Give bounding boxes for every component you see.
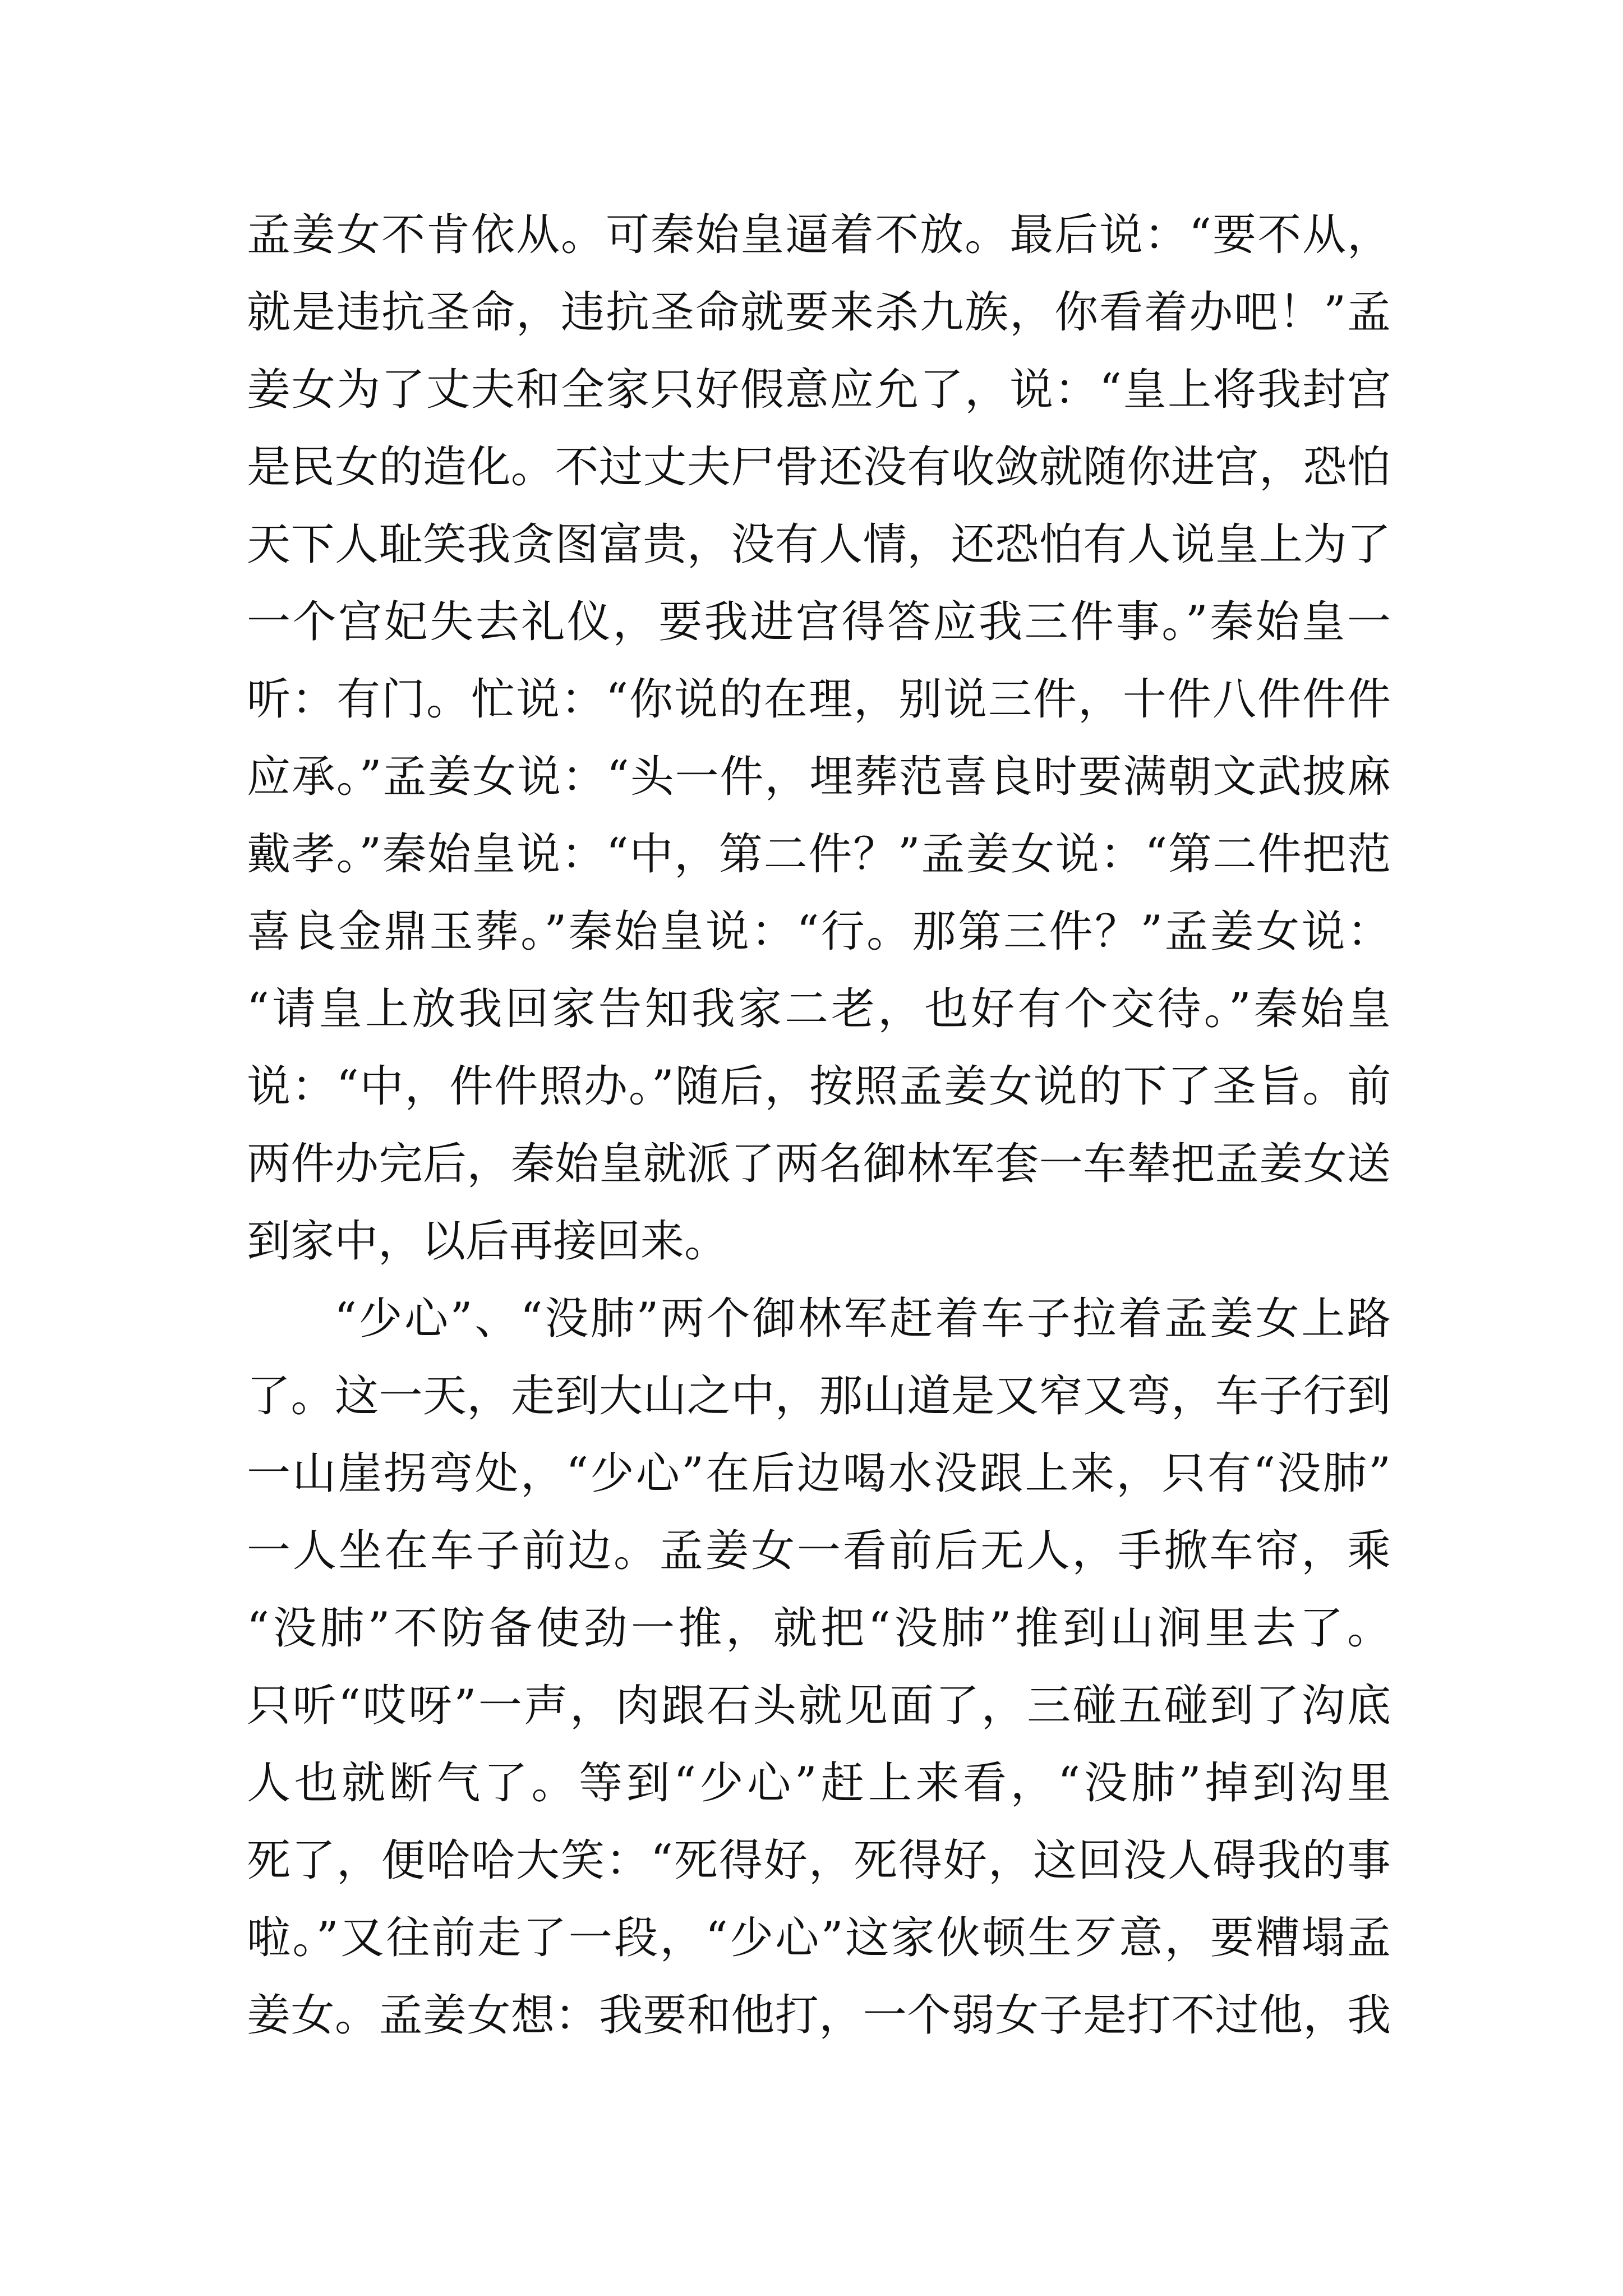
text-line: 死了，便哈哈大笑：“死得好，死得好，这回没人碍我的事	[247, 1835, 1391, 1886]
text-line: 两件办完后，秦始皇就派了两名御林军套一车辇把孟姜女送	[247, 1139, 1391, 1189]
text-line: “没肺”不防备使劲一推，就把“没肺”推到山涧里去了。	[247, 1603, 1391, 1654]
text-line: “请皇上放我回家告知我家二老，也好有个交待。”秦始皇	[247, 984, 1391, 1034]
text-line: 一山崖拐弯处，“少心”在后边喝水没跟上来，只有“没肺”	[247, 1448, 1391, 1499]
text-line: 一人坐在车子前边。孟姜女一看前后无人，手掀车帘，乘	[247, 1526, 1391, 1576]
text-line: 是民女的造化。不过丈夫尸骨还没有收敛就随你进宫，恐怕	[247, 442, 1391, 493]
text-line: 人也就断气了。等到“少心”赶上来看，“没肺”掉到沟里	[247, 1758, 1391, 1809]
text-line: 只听“哎呀”一声，肉跟石头就见面了，三碰五碰到了沟底	[247, 1681, 1391, 1731]
body-text	[247, 196, 1391, 2054]
text-line: 了。这一天，走到大山之中，那山道是又窄又弯，车子行到	[247, 1371, 1391, 1421]
text-line: 天下人耻笑我贪图富贵，没有人情，还恐怕有人说皇上为了	[247, 519, 1391, 570]
text-line: 姜女。孟姜女想：我要和他打，一个弱女子是打不过他，我	[247, 1990, 1391, 2041]
text-line: 戴孝。”秦始皇说：“中，第二件？”孟姜女说：“第二件把范	[247, 829, 1391, 880]
text-line: 应承。”孟姜女说：“头一件，埋葬范喜良时要满朝文武披麻	[247, 752, 1391, 802]
text-line: 听：有门。忙说：“你说的在理，别说三件，十件八件件件	[247, 674, 1391, 725]
text-line: 孟姜女不肯依从。可秦始皇逼着不放。最后说：“要不从，	[247, 210, 1391, 260]
text-line: 就是违抗圣命，违抗圣命就要来杀九族，你看着办吧！”孟	[247, 287, 1391, 338]
text-line: 啦。”又往前走了一段，“少心”这家伙顿生歹意，要糟塌孟	[247, 1913, 1391, 1963]
text-line: 说：“中，件件照办。”随后，按照孟姜女说的下了圣旨。前	[247, 1061, 1391, 1112]
paragraph-first-line: “少心”、“没肺”两个御林军赶着车子拉着孟姜女上路	[334, 1294, 1391, 1344]
text-line: 一个宫妃失去礼仪，要我进宫得答应我三件事。”秦始皇一	[247, 597, 1391, 647]
text-line: 姜女为了丈夫和全家只好假意应允了，说：“皇上将我封宫	[247, 365, 1391, 415]
text-line: 到家中，以后再接回来。	[247, 1216, 728, 1267]
text-line: 喜良金鼎玉葬。”秦始皇说：“行。那第三件？”孟姜女说：	[247, 907, 1391, 957]
